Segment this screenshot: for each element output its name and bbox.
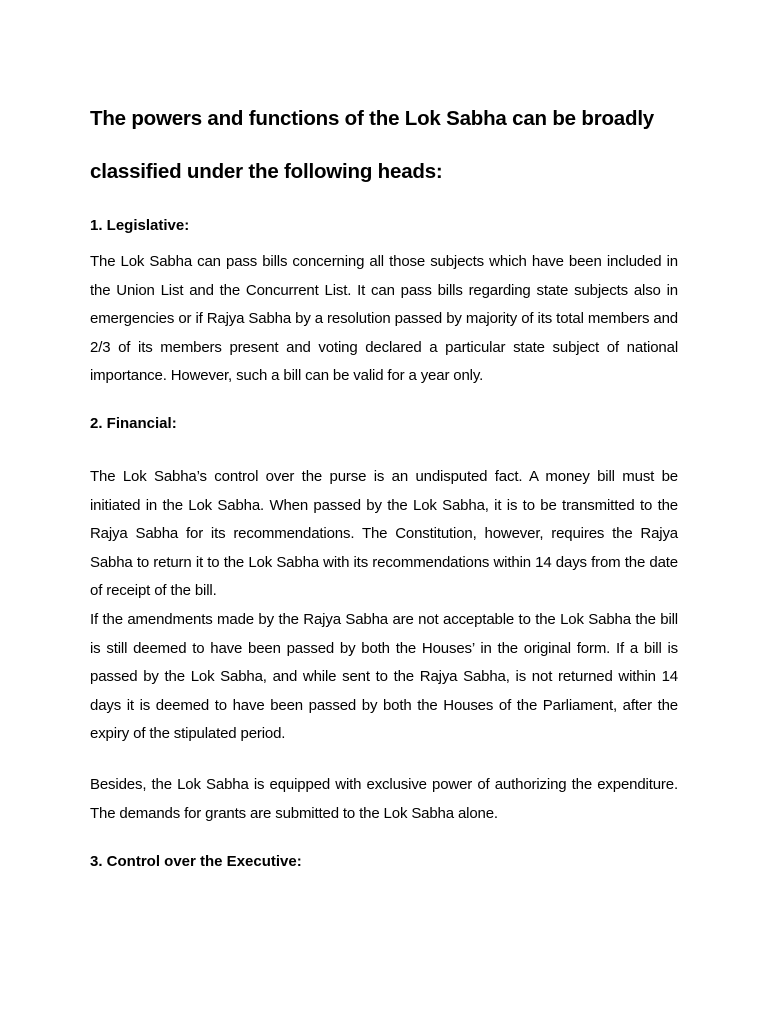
financial-paragraph-2: If the amendments made by the Rajya Sabha are not acceptable to the Lok Sabha the bill is still deemed to have been passed by both the Houses’ in the original form. If a bill is passed by the Lok Sabha, and while sent to the Rajya Sabha, is not returned within 14 days it is deemed to have been passed by both the Houses of the Parliament, after the expiry of the stipulated period. [90,610,678,743]
financial-paragraph-1: The Lok Sabha’s control over the purse is an undisputed fact. A money bill must be initiated in the Lok Sabha. When passed by the Lok Sabha, it is to be transmitted to the Rajya Sabha for its recommendations. The Constitution, however, requires the Rajya Sabha to return it to the Lok Sabha with its recommendations within 14 days from the date of receipt of the bill. [90,467,678,600]
legislative-paragraph: The Lok Sabha can pass bills concerning all those subjects which have been included in the Union List and the Concurrent List. It can pass bills regarding state subjects also in emergencies or if Rajya Sabha by a resolution passed by majority of its total members and 2/3 of its members present and voting declared a particular state subject of national importance. However, such a bill can be valid for a year only. [90,253,678,385]
section-heading-executive: 3. Control over the Executive: [90,853,302,871]
document-page [90,92,678,872]
section-heading-legislative: 1. Legislative: [90,217,190,234]
section-heading-financial: 2. Financial: [90,414,177,432]
financial-paragraph-3: Besides, the Lok Sabha is equipped with exclusive power of authorizing the expenditure. The demands for grants are submitted to the Lok Sabha alone. [90,775,678,822]
document-title: The powers and functions of the Lok Sabha can be broadly classified under the following heads: [90,107,655,183]
